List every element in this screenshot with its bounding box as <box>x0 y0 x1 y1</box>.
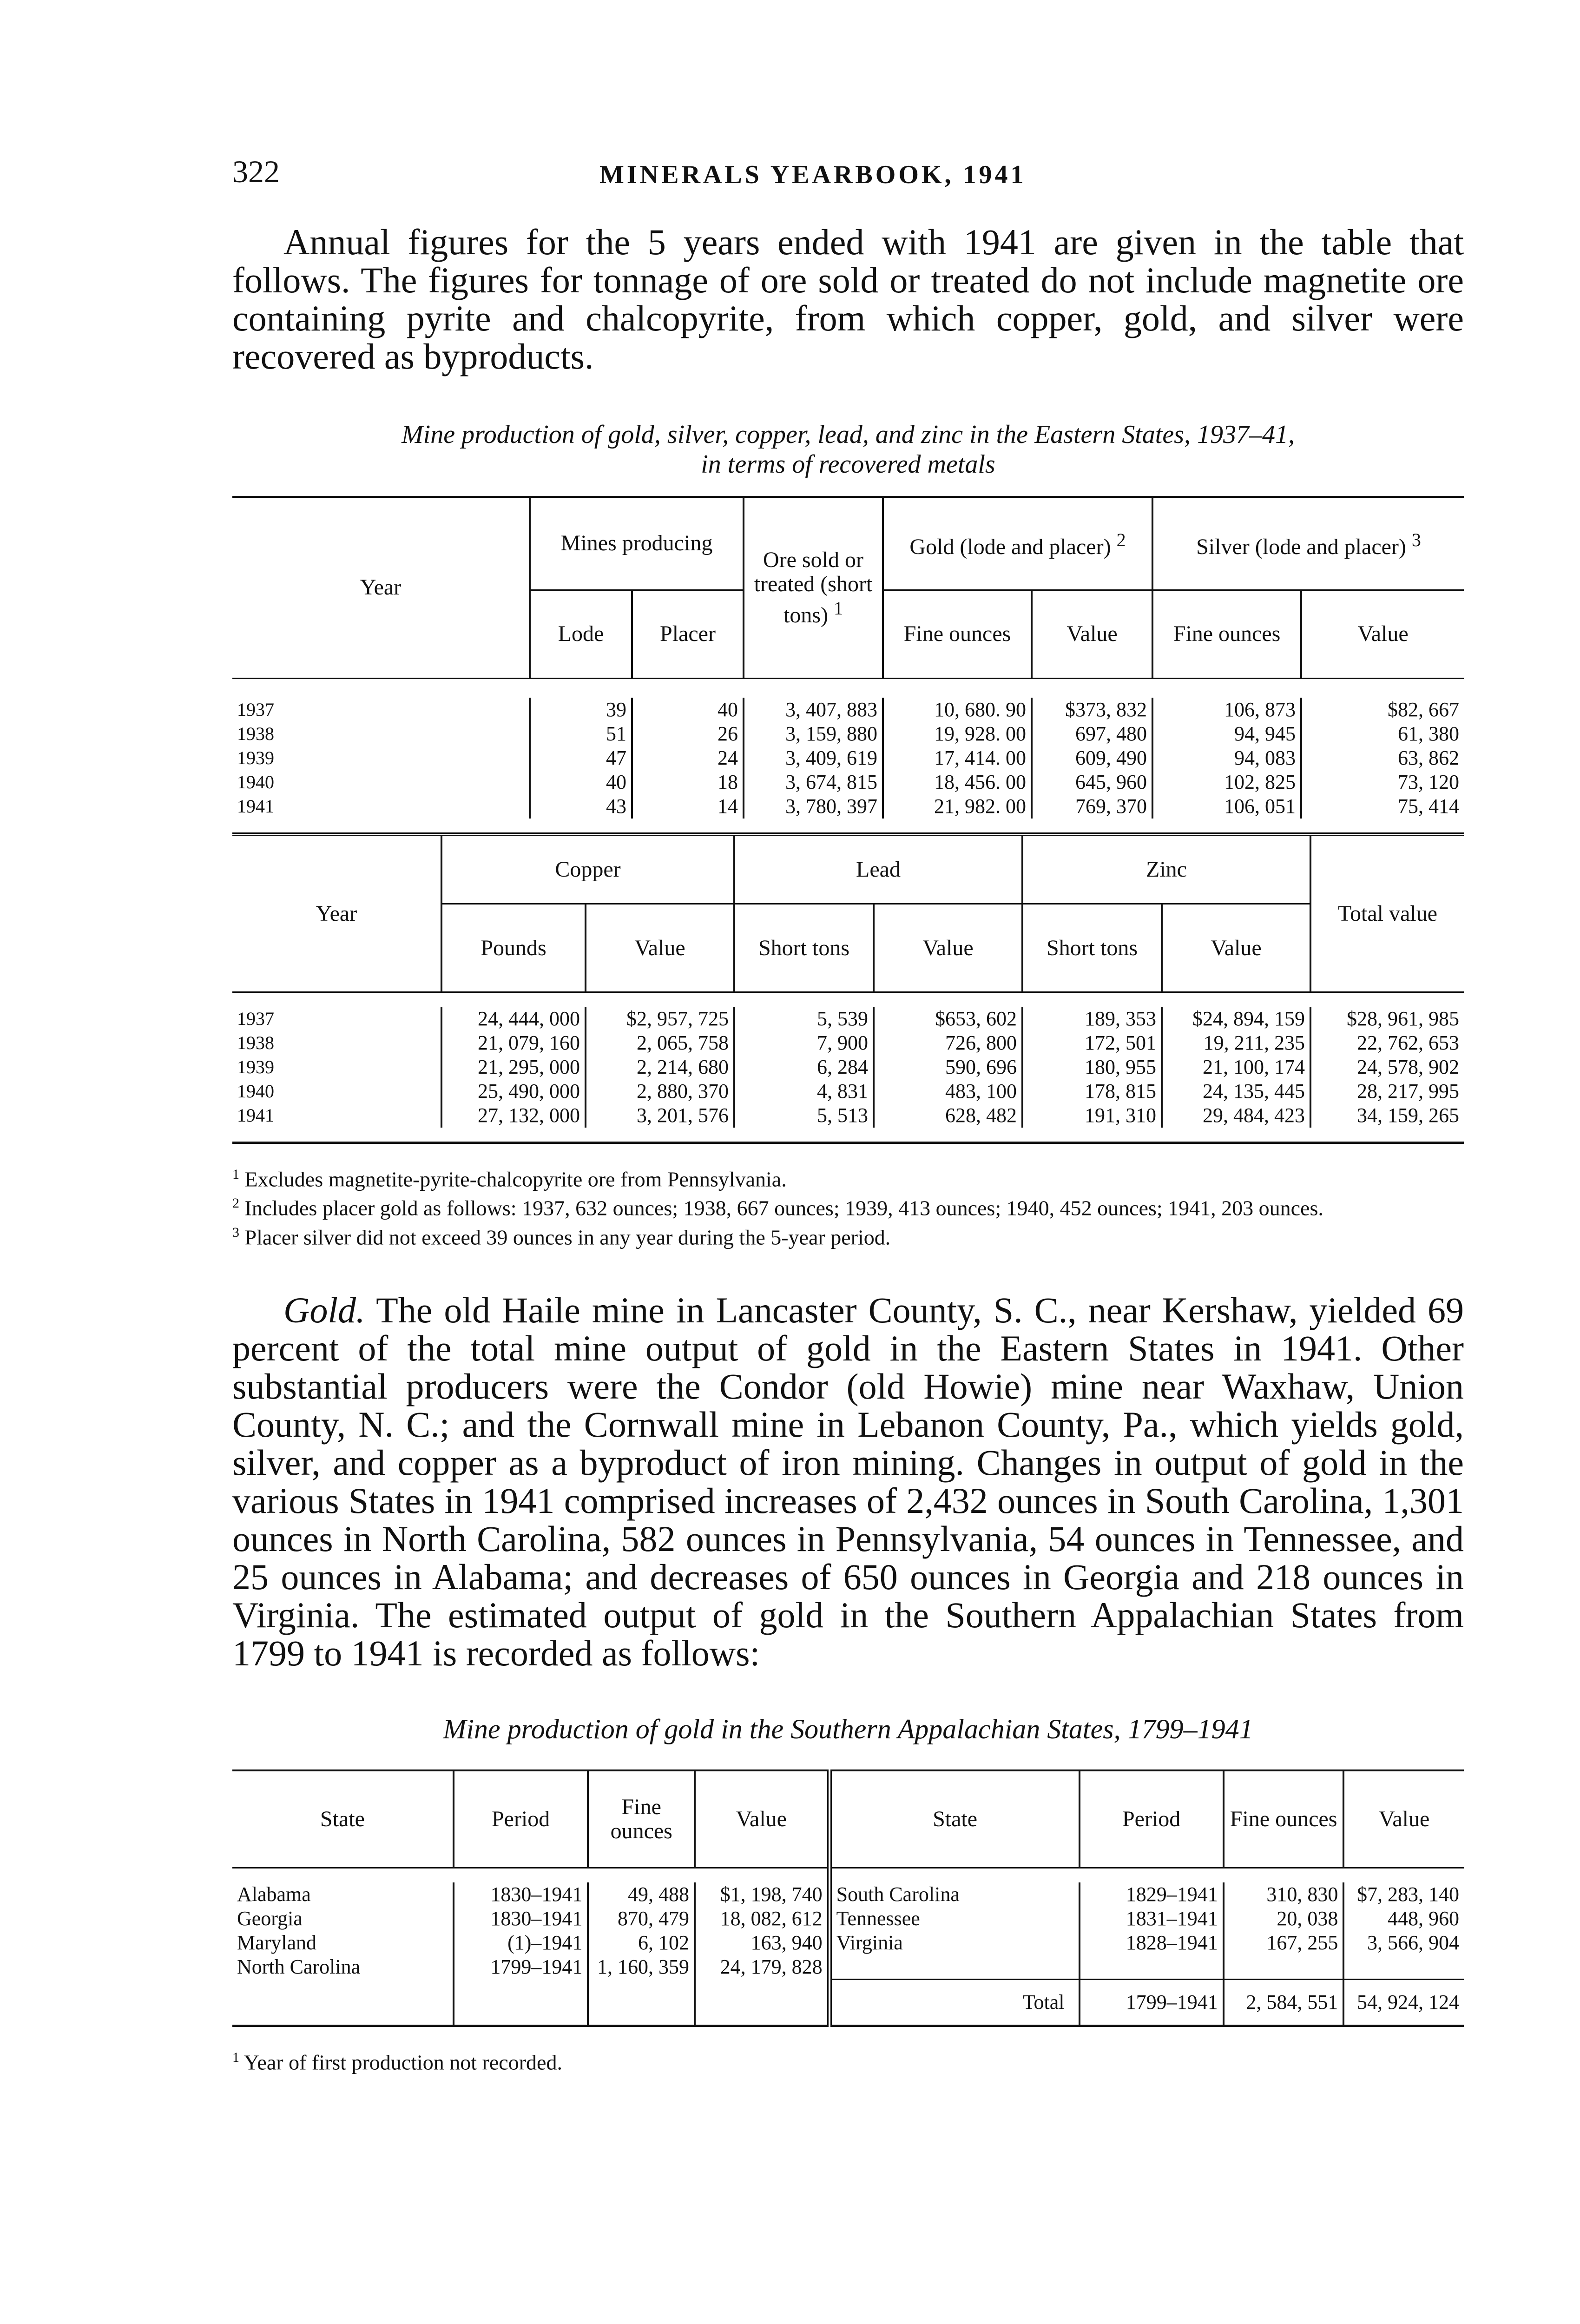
t2-copper-value-header: Value <box>586 904 734 992</box>
t2-zinc-short-tons-header: Short tons <box>1022 904 1162 992</box>
table-row: 1937 39 40 3, 407, 883 10, 680. 90 $373, 832 106, 873 $82, 667 <box>232 698 1464 722</box>
table1-title-line1: Mine production of gold, silver, copper, lead, and zinc in the Eastern States, 1937–41, <box>402 420 1295 449</box>
t2-lead-header: Lead <box>734 834 1022 904</box>
table1-title-line2: in terms of recovered metals <box>701 450 995 479</box>
footnote-2: $^2$ Includes placer gold as follows: 1937, 632 ounces; 1938, 667 ounces; 1939, 413 ounces; 1940, 452 ounces; 1941, 203 ounces. <box>232 1195 1323 1220</box>
footnote-3: $^3$ Placer silver did not exceed 39 ounces in any year during the 5-year period. <box>232 1224 891 1249</box>
t3-state-header-right: State <box>830 1770 1080 1868</box>
t1-ore-sold-header: Ore sold or treated (short tons) $^1$ <box>744 497 883 678</box>
t1-gold-fine-ounces-header: Fine ounces <box>883 590 1032 678</box>
t3-value-header-left: Value <box>695 1770 830 1868</box>
table-row: 1938 51 26 3, 159, 880 19, 928. 00 697, 480 94, 945 61, 380 <box>232 722 1464 746</box>
t3-period-header-right: Period <box>1080 1770 1224 1868</box>
t2-zinc-header: Zinc <box>1022 834 1310 904</box>
table-row: North Carolina 1799–1941 1, 160, 359 24, 179, 828 <box>232 1955 1464 1979</box>
t2-year-header: Year <box>232 834 441 992</box>
intro-paragraph: Annual figures for the 5 years ended with 1941 are given in the table that follows. The figures for tonnage of ore sold or treated do not include magnetite ore containing pyrite and chalcopyrite, from which copper, gold, and silver were recovered as byproducts. <box>232 222 1464 376</box>
table-row: 1941 27, 132, 000 3, 201, 576 5, 513 628, 482 191, 310 29, 484, 423 34, 159, 265 <box>232 1103 1464 1128</box>
t1-placer-header: Placer <box>632 590 744 678</box>
gold-section-paragraph: Gold. The old Haile mine in Lancaster County, S. C., near Kershaw, yielded 69 percent of the total mine output of gold in the Eastern States in 1941. Other substantial producers were the Condor (old Howie) mine near Waxhaw, Union County, N. C.; and the Cornwall mine in Lebanon County, Pa., which yields gold, silver, and copper as a byproduct of iron mining. Changes in output of gold in the various States in 1941 comprised increases of 2,432 ounces in South Carolina, 1,301 ounces in North Carolina, 582 ounces in Pennsylvania, 54 ounces in Tennessee, and 25 ounces in Alabama; and decreases of 650 ounces in Georgia and 218 ounces in Virginia. The estimated output of gold in the Southern Appalachian States from 1799 to 1941 is recorded as follows: <box>232 1289 1464 1673</box>
t3-period-header-left: Period <box>454 1770 588 1868</box>
table-row: Maryland (1)–1941 6, 102 163, 940 Virginia 1828–1941 167, 255 3, 566, 904 <box>232 1931 1464 1955</box>
table2 <box>232 832 1464 1144</box>
table-row: 1939 21, 295, 000 2, 214, 680 6, 284 590, 696 180, 955 21, 100, 174 24, 578, 902 <box>232 1055 1464 1079</box>
t2-total-value-header: Total value <box>1310 834 1464 992</box>
table3-footnote: $^1$ Year of first production not recorded. <box>232 2049 562 2074</box>
t1-gold-value-header: Value <box>1032 590 1152 678</box>
t1-silver-fine-ounces-header: Fine ounces <box>1152 590 1301 678</box>
table1 <box>232 496 1464 832</box>
table-row: Alabama 1830–1941 49, 488 $1, 198, 740 South Carolina 1829–1941 310, 830 $7, 283, 140 <box>232 1882 1464 1907</box>
page-header <box>232 153 1464 209</box>
page <box>232 153 1464 2074</box>
t3-ounces-header-left: Fine ounces <box>588 1770 695 1868</box>
t1-year-header: Year <box>232 497 530 678</box>
gold-section-lead: Gold. <box>283 1289 365 1330</box>
t1-silver-header: Silver (lode and placer) $^3$ <box>1152 497 1464 590</box>
t2-lead-short-tons-header: Short tons <box>734 904 874 992</box>
t2-copper-header: Copper <box>441 834 734 904</box>
t3-state-header-left: State <box>232 1770 454 1868</box>
table-row: 1941 43 14 3, 780, 397 21, 982. 00 769, 370 106, 051 75, 414 <box>232 794 1464 819</box>
t1-gold-header: Gold (lode and placer) $^2$ <box>883 497 1152 590</box>
table-row: Georgia 1830–1941 870, 479 18, 082, 612 Tennessee 1831–1941 20, 038 448, 960 <box>232 1907 1464 1931</box>
t3-value-header-right: Value <box>1343 1770 1464 1868</box>
t3-ounces-header-right: Fine ounces <box>1224 1770 1344 1868</box>
t1-mines-producing-header: Mines producing <box>530 497 744 590</box>
table3-total-row: Total 1799–1941 2, 584, 551 54, 924, 124 <box>232 1979 1464 2026</box>
table3 <box>232 1769 1464 2027</box>
table-row: 1940 40 18 3, 674, 815 18, 456. 00 645, 960 102, 825 73, 120 <box>232 770 1464 794</box>
t2-zinc-value-header: Value <box>1162 904 1310 992</box>
table-row: 1937 24, 444, 000 $2, 957, 725 5, 539 $653, 602 189, 353 $24, 894, 159 $28, 961, 985 <box>232 1007 1464 1031</box>
t2-lead-value-header: Value <box>874 904 1022 992</box>
table-row: 1938 21, 079, 160 2, 065, 758 7, 900 726, 800 172, 501 19, 211, 235 22, 762, 653 <box>232 1031 1464 1055</box>
t2-copper-pounds-header: Pounds <box>441 904 586 992</box>
table-row: 1939 47 24 3, 409, 619 17, 414. 00 609, 490 94, 083 63, 862 <box>232 746 1464 770</box>
table3-title: Mine production of gold in the Southern Appalachian States, 1799–1941 <box>443 1713 1253 1744</box>
t1-silver-value-header: Value <box>1301 590 1464 678</box>
running-title: MINERALS YEARBOOK, 1941 <box>599 160 1027 189</box>
t1-lode-header: Lode <box>530 590 632 678</box>
table-row: 1940 25, 490, 000 2, 880, 370 4, 831 483, 100 178, 815 24, 135, 445 28, 217, 995 <box>232 1079 1464 1103</box>
footnote-1: $^1$ Excludes magnetite-pyrite-chalcopyrite ore from Pennsylvania. <box>232 1167 787 1191</box>
page-number: 322 <box>232 154 280 189</box>
